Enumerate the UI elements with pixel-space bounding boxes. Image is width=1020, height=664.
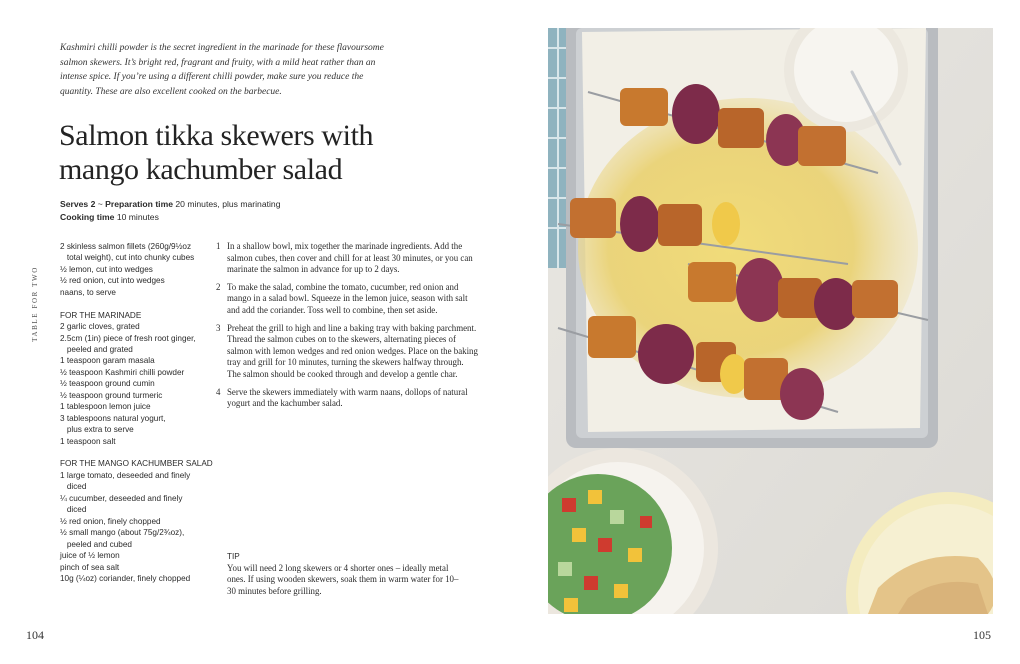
food-photo: [548, 28, 993, 614]
ingredient-item: ½ teaspoon Kashmiri chilli powder: [60, 367, 185, 377]
method-step: [216, 282, 478, 317]
step-text: Preheat the grill to high and line a baking tray with baking parchment. Thread the salmon cubes on to the skewers, alternating pieces of salmon with lemon wedges and red onion wedges. Place on the baking tray and grill for 10 minutes, turning the skewers halfway through. The salmon should be cooked through and develop a gentle char.: [227, 322, 478, 379]
ingredient-item: 2 garlic cloves, grated: [60, 322, 140, 332]
step-number: 1: [216, 241, 221, 251]
ingredient-item: 2.5cm (1in) piece of fresh root ginger,: [60, 333, 196, 343]
title-line-2: mango kachumber salad: [59, 153, 343, 186]
tip-box: [227, 551, 467, 597]
food-photo-illustration: [548, 28, 993, 614]
ingredient-item: ¼ cucumber, deseeded and finely: [60, 493, 183, 503]
step-text: To make the salad, combine the tomato, cucumber, red onion and mango in a salad bowl. Squeeze in the lemon juice, season with salt and add the coriander. Toss well to combine, then set aside.: [227, 281, 468, 315]
step-number: 3: [216, 322, 221, 333]
section-label: TABLE FOR TWO: [31, 266, 39, 342]
ingredient-item: juice of ½ lemon: [60, 551, 120, 561]
ingredient-item: ½ lemon, cut into wedges: [60, 264, 153, 274]
meta-separator: ~: [95, 199, 106, 209]
method-step: [216, 241, 478, 276]
step-number: 2: [216, 281, 221, 292]
method-steps: [216, 241, 478, 416]
step-text: In a shallow bowl, mix together the marinade ingredients. Add the salmon cubes, then cover and chill for at least 30 minutes, or you can marinate the salmon in advance for up to 2 days.: [227, 241, 473, 275]
ingredient-item: peeled and grated: [60, 345, 133, 355]
tip-heading: TIP: [227, 552, 240, 561]
ingredient-item: peeled and cubed: [60, 539, 132, 549]
ingredients-list: [60, 241, 220, 584]
method-step: [216, 387, 478, 410]
page-number-left: 104: [26, 628, 44, 642]
ingredient-item: 1 teaspoon salt: [60, 436, 116, 446]
ingredient-item: diced: [60, 482, 87, 492]
recipe-title: [59, 119, 419, 187]
ingredient-item: total weight), cut into chunky cubes: [60, 253, 195, 263]
ingredient-item: plus extra to serve: [60, 425, 134, 435]
ingredient-item: ½ red onion, cut into wedges: [60, 276, 165, 286]
ingredient-item: 1 teaspoon garam masala: [60, 356, 155, 366]
salad-heading: FOR THE MANGO KACHUMBER SALAD: [60, 459, 213, 469]
serves-label: Serves 2: [60, 199, 96, 209]
title-line-1: Salmon tikka skewers with: [59, 119, 374, 152]
ingredient-item: pinch of sea salt: [60, 562, 120, 572]
ingredient-item: ½ teaspoon ground cumin: [60, 379, 155, 389]
cook-value: 10 minutes: [114, 211, 159, 222]
ingredient-item: ½ small mango (about 75g/2¾oz),: [60, 528, 185, 538]
ingredient-item: ½ red onion, finely chopped: [60, 516, 161, 526]
marinade-heading: FOR THE MARINADE: [60, 310, 142, 320]
prep-value: 20 minutes, plus marinating: [173, 199, 281, 209]
prep-label: Preparation time: [105, 199, 173, 209]
ingredient-item: diced: [60, 505, 87, 515]
step-number: 4: [216, 386, 221, 397]
tip-text: You will need 2 long skewers or 4 shorter ones – ideally metal ones. If using wooden skewers, soak them in warm water for 10–30 minutes before grilling.: [227, 562, 459, 596]
ingredient-item: ½ teaspoon ground turmeric: [60, 390, 163, 400]
ingredient-item: 1 large tomato, deseeded and finely: [60, 470, 191, 480]
ingredient-item: 3 tablespoons natural yogurt,: [60, 413, 166, 423]
ingredient-item: naans, to serve: [60, 287, 116, 297]
page-number-right: 105: [973, 628, 991, 642]
intro-paragraph: Kashmiri chilli powder is the secret ingredient in the marinade for these flavoursome salmon skewers. It’s bright red, fragrant and fruity, with a mild heat rather than an intense spice. If you’re using a different chilli powder, make sure you reduce the quantity. These are also excellent cooked on the barbecue.: [60, 43, 384, 97]
step-text: Serve the skewers immediately with warm naans, dollops of natural yogurt and the kachumber salad.: [227, 386, 468, 409]
cook-label: Cooking time: [60, 211, 115, 222]
recipe-meta: [60, 198, 360, 223]
method-step: [216, 323, 478, 381]
ingredient-item: 1 tablespoon lemon juice: [60, 402, 151, 412]
ingredient-item: 2 skinless salmon fillets (260g/9½oz: [60, 242, 192, 251]
ingredient-item: 10g (¼oz) coriander, finely chopped: [60, 574, 191, 584]
